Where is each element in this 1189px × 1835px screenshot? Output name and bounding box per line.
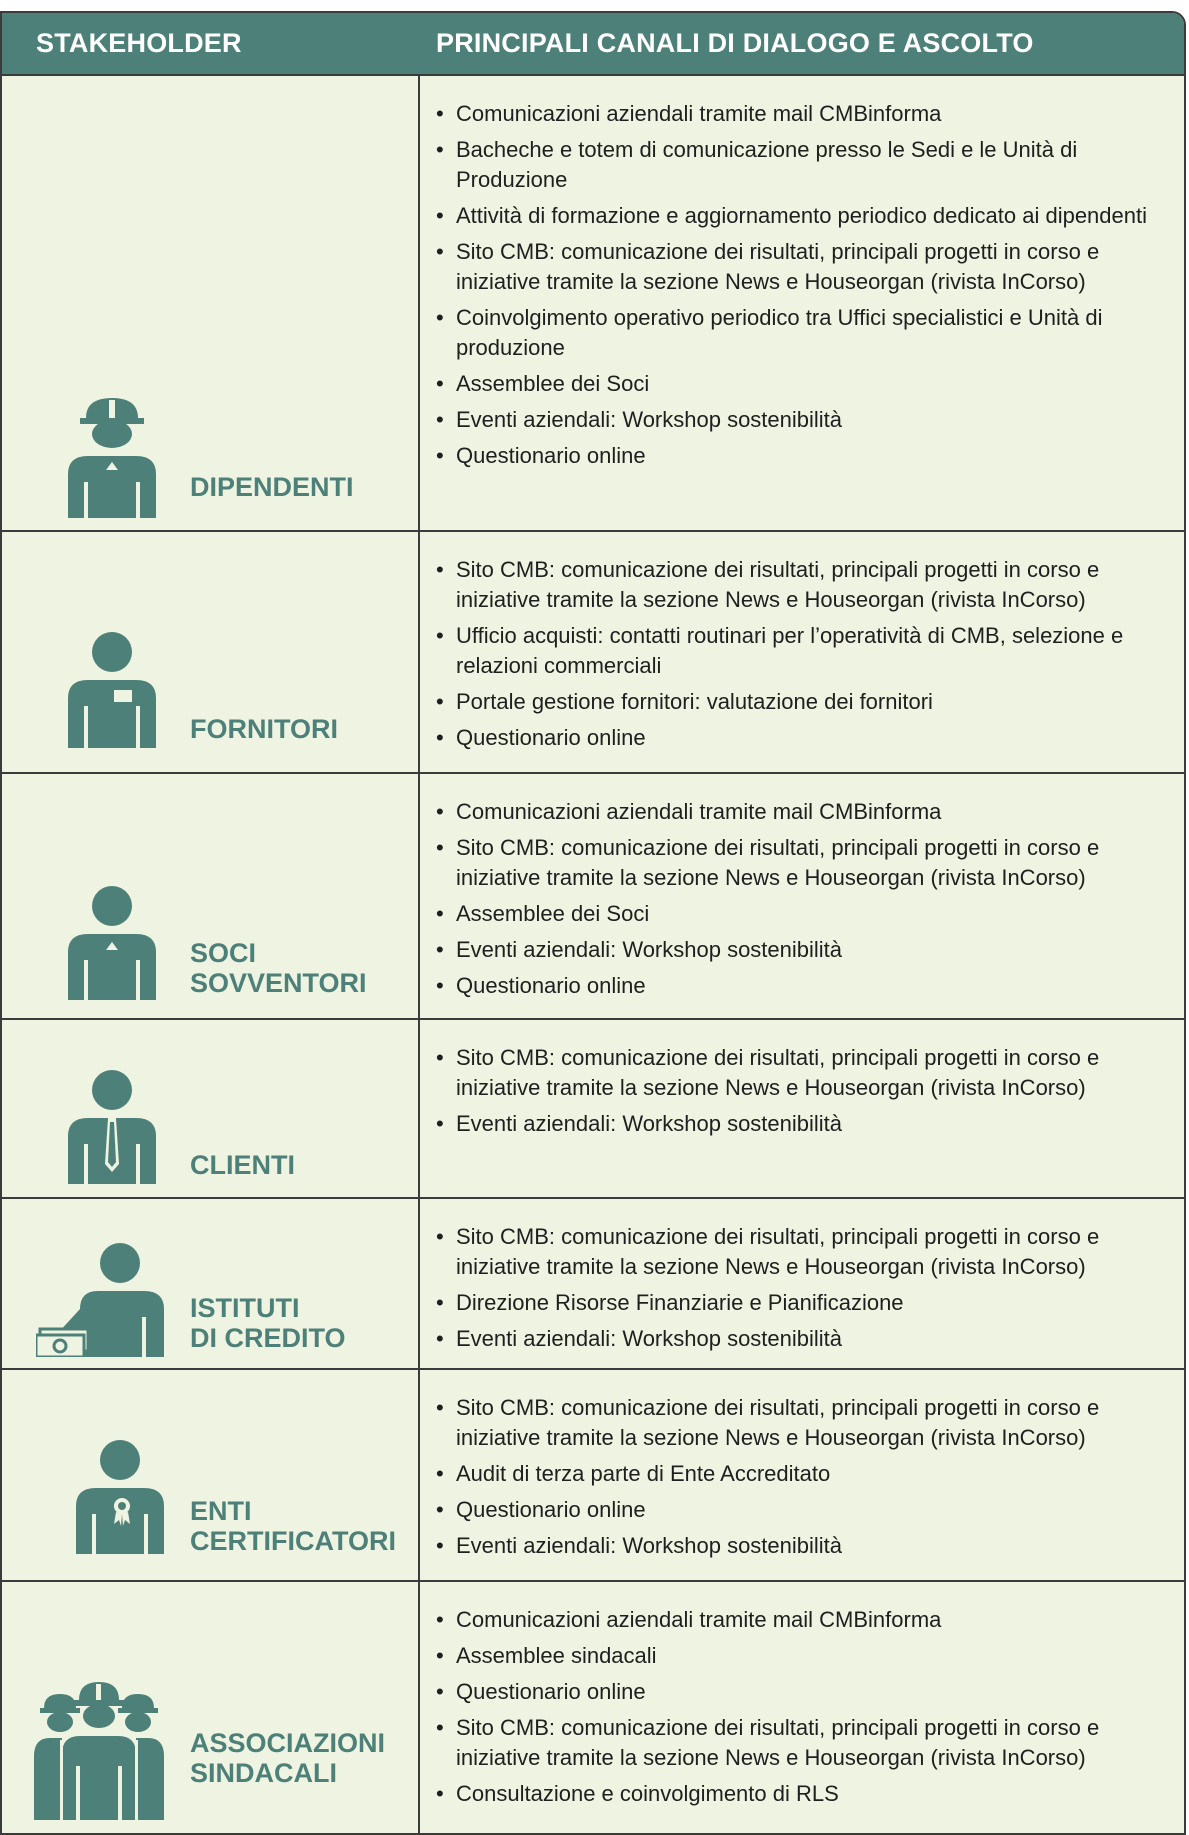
- row-clienti: [2, 1020, 1184, 1199]
- row-soci-sovventori: [2, 774, 1184, 1020]
- channel-list: [436, 555, 1164, 753]
- row-associazioni-sindacali: [2, 1582, 1184, 1835]
- list-item: • Assemblee dei Soci: [436, 369, 1164, 399]
- list-item: • Questionario online: [436, 971, 1164, 1001]
- list-item: • Consultazione e coinvolgimento di RLS: [436, 1779, 1164, 1809]
- list-item: • Sito CMB: comunicazione dei risultati, principali progetti in corso e iniziative tramite la sezione News e Houseorgan (rivista InCorso): [436, 555, 1164, 615]
- list-item: • Portale gestione fornitori: valutazione dei fornitori: [436, 687, 1164, 717]
- stakeholder-cell: [2, 1020, 418, 1197]
- list-item: • Attività di formazione e aggiornamento periodico dedicato ai dipendenti: [436, 201, 1164, 231]
- list-item: • Sito CMB: comunicazione dei risultati, principali progetti in corso e iniziative tramite la sezione News e Houseorgan (rivista InCorso): [436, 1713, 1164, 1773]
- list-item: • Eventi aziendali: Workshop sostenibilità: [436, 1531, 1164, 1561]
- row-dipendenti: [2, 76, 1184, 532]
- stakeholder-name: ISTITUTI DI CREDITO: [190, 1293, 346, 1353]
- list-item: • Eventi aziendali: Workshop sostenibilità: [436, 405, 1164, 435]
- header-stakeholder: STAKEHOLDER: [36, 28, 242, 58]
- list-item: • Questionario online: [436, 723, 1164, 753]
- list-item: • Audit di terza parte di Ente Accreditato: [436, 1459, 1164, 1489]
- channel-list: [436, 797, 1164, 1001]
- list-item: • Direzione Risorse Finanziarie e Pianificazione: [436, 1288, 1164, 1318]
- stakeholder-name: ENTI CERTIFICATORI: [190, 1496, 396, 1556]
- list-item: • Sito CMB: comunicazione dei risultati, principali progetti in corso e iniziative tramite la sezione News e Houseorgan (rivista InCorso): [436, 237, 1164, 297]
- stakeholder-name: CLIENTI: [190, 1150, 295, 1180]
- list-item: • Sito CMB: comunicazione dei risultati, principali progetti in corso e iniziative tramite la sezione News e Houseorgan (rivista InCorso): [436, 1043, 1164, 1103]
- list-item: • Comunicazioni aziendali tramite mail CMBinforma: [436, 99, 1164, 129]
- list-item: • Eventi aziendali: Workshop sostenibilità: [436, 935, 1164, 965]
- list-item: • Ufficio acquisti: contatti routinari per l’operatività di CMB, selezione e relazioni commerciali: [436, 621, 1164, 681]
- list-item: • Bacheche e totem di comunicazione presso le Sedi e le Unità di Produzione: [436, 135, 1164, 195]
- row-enti-certificatori: [2, 1370, 1184, 1582]
- list-item: • Coinvolgimento operativo periodico tra Uffici specialistici e Unità di produzione: [436, 303, 1164, 363]
- list-item: • Comunicazioni aziendali tramite mail CMBinforma: [436, 1605, 1164, 1635]
- list-item: • Eventi aziendali: Workshop sostenibilità: [436, 1109, 1164, 1139]
- member-icon: [62, 884, 162, 1000]
- header-channels: PRINCIPALI CANALI DI DIALOGO E ASCOLTO: [436, 28, 1034, 58]
- list-item: • Sito CMB: comunicazione dei risultati, principali progetti in corso e iniziative tramite la sezione News e Houseorgan (rivista InCorso): [436, 1393, 1164, 1453]
- worker-helmet-icon: [62, 394, 162, 518]
- channel-list: [436, 1043, 1164, 1139]
- stakeholder-cell: [2, 76, 418, 530]
- stakeholder-cell: [2, 1370, 418, 1580]
- list-item: • Questionario online: [436, 1677, 1164, 1707]
- banker-money-icon: [36, 1241, 170, 1357]
- stakeholder-cell: [2, 774, 418, 1018]
- list-item: • Comunicazioni aziendali tramite mail CMBinforma: [436, 797, 1164, 827]
- list-item: • Questionario online: [436, 1495, 1164, 1525]
- channel-list: [436, 99, 1164, 471]
- client-tie-icon: [62, 1068, 162, 1184]
- stakeholder-name: FORNITORI: [190, 714, 338, 744]
- row-istituti-di-credito: [2, 1199, 1184, 1370]
- row-fornitori: [2, 532, 1184, 774]
- list-item: • Assemblee sindacali: [436, 1641, 1164, 1671]
- list-item: • Questionario online: [436, 441, 1164, 471]
- stakeholder-name: SOCI SOVVENTORI: [190, 938, 367, 998]
- list-item: • Sito CMB: comunicazione dei risultati, principali progetti in corso e iniziative tramite la sezione News e Houseorgan (rivista InCorso): [436, 1222, 1164, 1282]
- stakeholder-cell: [2, 1582, 418, 1835]
- stakeholder-name: DIPENDENTI: [190, 472, 354, 502]
- certifier-badge-icon: [70, 1438, 170, 1554]
- channel-list: [436, 1605, 1164, 1809]
- table-header: [2, 13, 1184, 76]
- stakeholder-table: [0, 11, 1186, 1835]
- supplier-icon: [62, 628, 162, 748]
- list-item: • Assemblee dei Soci: [436, 899, 1164, 929]
- channel-list: [436, 1393, 1164, 1561]
- union-group-icon: [32, 1680, 166, 1820]
- channel-list: [436, 1222, 1164, 1354]
- stakeholder-cell: [2, 1199, 418, 1368]
- stakeholder-name: ASSOCIAZIONI SINDACALI: [190, 1728, 386, 1788]
- stakeholder-cell: [2, 532, 418, 772]
- list-item: • Sito CMB: comunicazione dei risultati, principali progetti in corso e iniziative tramite la sezione News e Houseorgan (rivista InCorso): [436, 833, 1164, 893]
- list-item: • Eventi aziendali: Workshop sostenibilità: [436, 1324, 1164, 1354]
